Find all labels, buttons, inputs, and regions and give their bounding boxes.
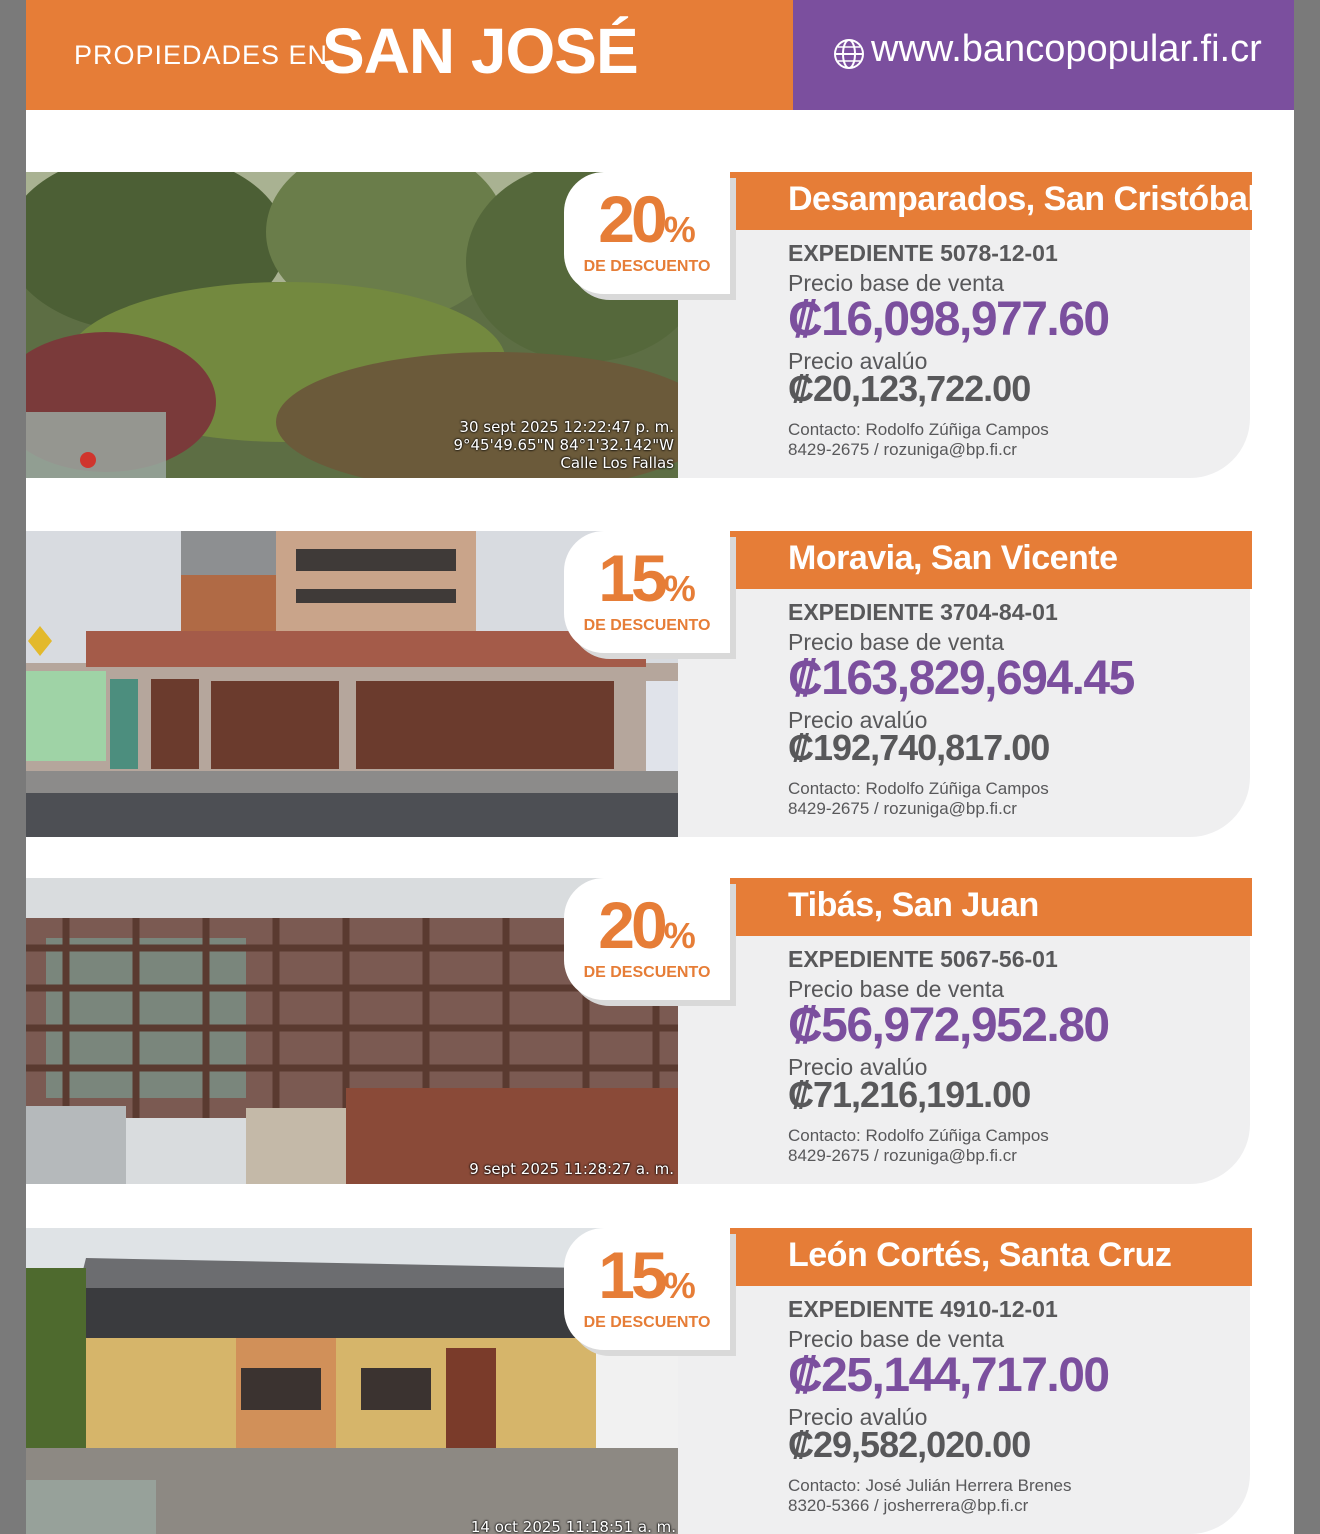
appraisal-label: Precio avalúo xyxy=(788,1054,928,1080)
discount-badge xyxy=(564,172,730,294)
discount-value: 20 xyxy=(598,888,664,962)
expediente-number: EXPEDIENTE 3704-84-01 xyxy=(788,599,1058,625)
contact-name: Contacto: Rodolfo Zúñiga Campos xyxy=(788,779,1049,798)
property-card xyxy=(26,1228,1252,1534)
contact-block xyxy=(788,1126,1049,1166)
globe-icon xyxy=(833,38,865,70)
contact-name: Contacto: José Julián Herrera Brenes xyxy=(788,1476,1072,1495)
discount-label: DE DESCUENTO xyxy=(583,258,711,275)
property-location: Desamparados, San Cristóbal xyxy=(788,180,1257,218)
photo-stamp-line: 9 sept 2025 11:28:27 a. m. xyxy=(469,1160,674,1178)
contact-info[interactable]: 8429-2675 / rozuniga@bp.fi.cr xyxy=(788,799,1017,818)
header-title-bar xyxy=(26,0,793,110)
percent-sign: % xyxy=(663,209,696,250)
contact-name: Contacto: Rodolfo Zúñiga Campos xyxy=(788,1126,1049,1145)
header-title: SAN JOSÉ xyxy=(322,15,638,87)
base-price-label: Precio base de venta xyxy=(788,1326,1005,1352)
percent-sign: % xyxy=(663,915,696,956)
property-card xyxy=(26,878,1252,1184)
discount-label: DE DESCUENTO xyxy=(583,964,711,981)
photo-stamp-line: 9°45'49.65"N 84°1'32.142"W xyxy=(453,436,674,454)
base-price: ₡56,972,952.80 xyxy=(788,999,1109,1052)
photo-stamp-line: Calle Los Fallas xyxy=(560,454,674,472)
contact-block xyxy=(788,420,1049,460)
base-price-label: Precio base de venta xyxy=(788,629,1005,655)
photo-stamp-line: 30 sept 2025 12:22:47 p. m. xyxy=(459,418,674,436)
percent-sign: % xyxy=(663,568,696,609)
appraisal-price: ₡29,582,020.00 xyxy=(788,1424,1031,1465)
discount-badge xyxy=(564,878,730,1000)
property-card xyxy=(26,531,1252,837)
appraisal-price: ₡20,123,722.00 xyxy=(788,368,1031,409)
contact-name: Contacto: Rodolfo Zúñiga Campos xyxy=(788,420,1049,439)
discount-badge xyxy=(564,1228,730,1350)
percent-sign: % xyxy=(663,1265,696,1306)
property-location: Moravia, San Vicente xyxy=(788,539,1118,577)
discount-badge xyxy=(564,531,730,653)
base-price: ₡163,829,694.45 xyxy=(788,652,1134,705)
contact-info[interactable]: 8429-2675 / rozuniga@bp.fi.cr xyxy=(788,440,1017,459)
base-price-label: Precio base de venta xyxy=(788,270,1005,296)
appraisal-label: Precio avalúo xyxy=(788,348,928,374)
property-card xyxy=(26,172,1257,478)
property-location: Tibás, San Juan xyxy=(788,886,1039,924)
photo-stamp xyxy=(453,418,674,472)
photo-stamp xyxy=(471,1518,676,1534)
discount-value: 15 xyxy=(598,541,664,615)
base-price: ₡16,098,977.60 xyxy=(788,293,1109,346)
appraisal-label: Precio avalúo xyxy=(788,1404,928,1430)
contact-info[interactable]: 8320-5366 / josherrera@bp.fi.cr xyxy=(788,1496,1029,1515)
base-price: ₡25,144,717.00 xyxy=(788,1349,1109,1402)
appraisal-price: ₡192,740,817.00 xyxy=(788,727,1050,768)
appraisal-price: ₡71,216,191.00 xyxy=(788,1074,1031,1115)
contact-info[interactable]: 8429-2675 / rozuniga@bp.fi.cr xyxy=(788,1146,1017,1165)
expediente-number: EXPEDIENTE 4910-12-01 xyxy=(788,1296,1058,1322)
photo-stamp xyxy=(469,1160,674,1178)
appraisal-label: Precio avalúo xyxy=(788,707,928,733)
contact-block xyxy=(788,1476,1071,1516)
photo-stamp-line: 14 oct 2025 11:18:51 a. m. xyxy=(470,1518,676,1534)
header-prefix: PROPIEDADES EN xyxy=(74,40,329,70)
expediente-number: EXPEDIENTE 5067-56-01 xyxy=(788,946,1058,972)
expediente-number: EXPEDIENTE 5078-12-01 xyxy=(788,240,1058,266)
discount-value: 15 xyxy=(598,1238,664,1312)
property-location: León Cortés, Santa Cruz xyxy=(788,1236,1172,1274)
base-price-label: Precio base de venta xyxy=(788,976,1005,1002)
discount-label: DE DESCUENTO xyxy=(583,1314,711,1331)
flyer-page xyxy=(26,0,1294,1534)
discount-value: 20 xyxy=(598,182,664,256)
discount-label: DE DESCUENTO xyxy=(583,617,711,634)
website-link[interactable]: www.bancopopular.fi.cr xyxy=(871,28,1262,70)
header-url-bar xyxy=(793,0,1294,110)
contact-block xyxy=(788,779,1049,819)
